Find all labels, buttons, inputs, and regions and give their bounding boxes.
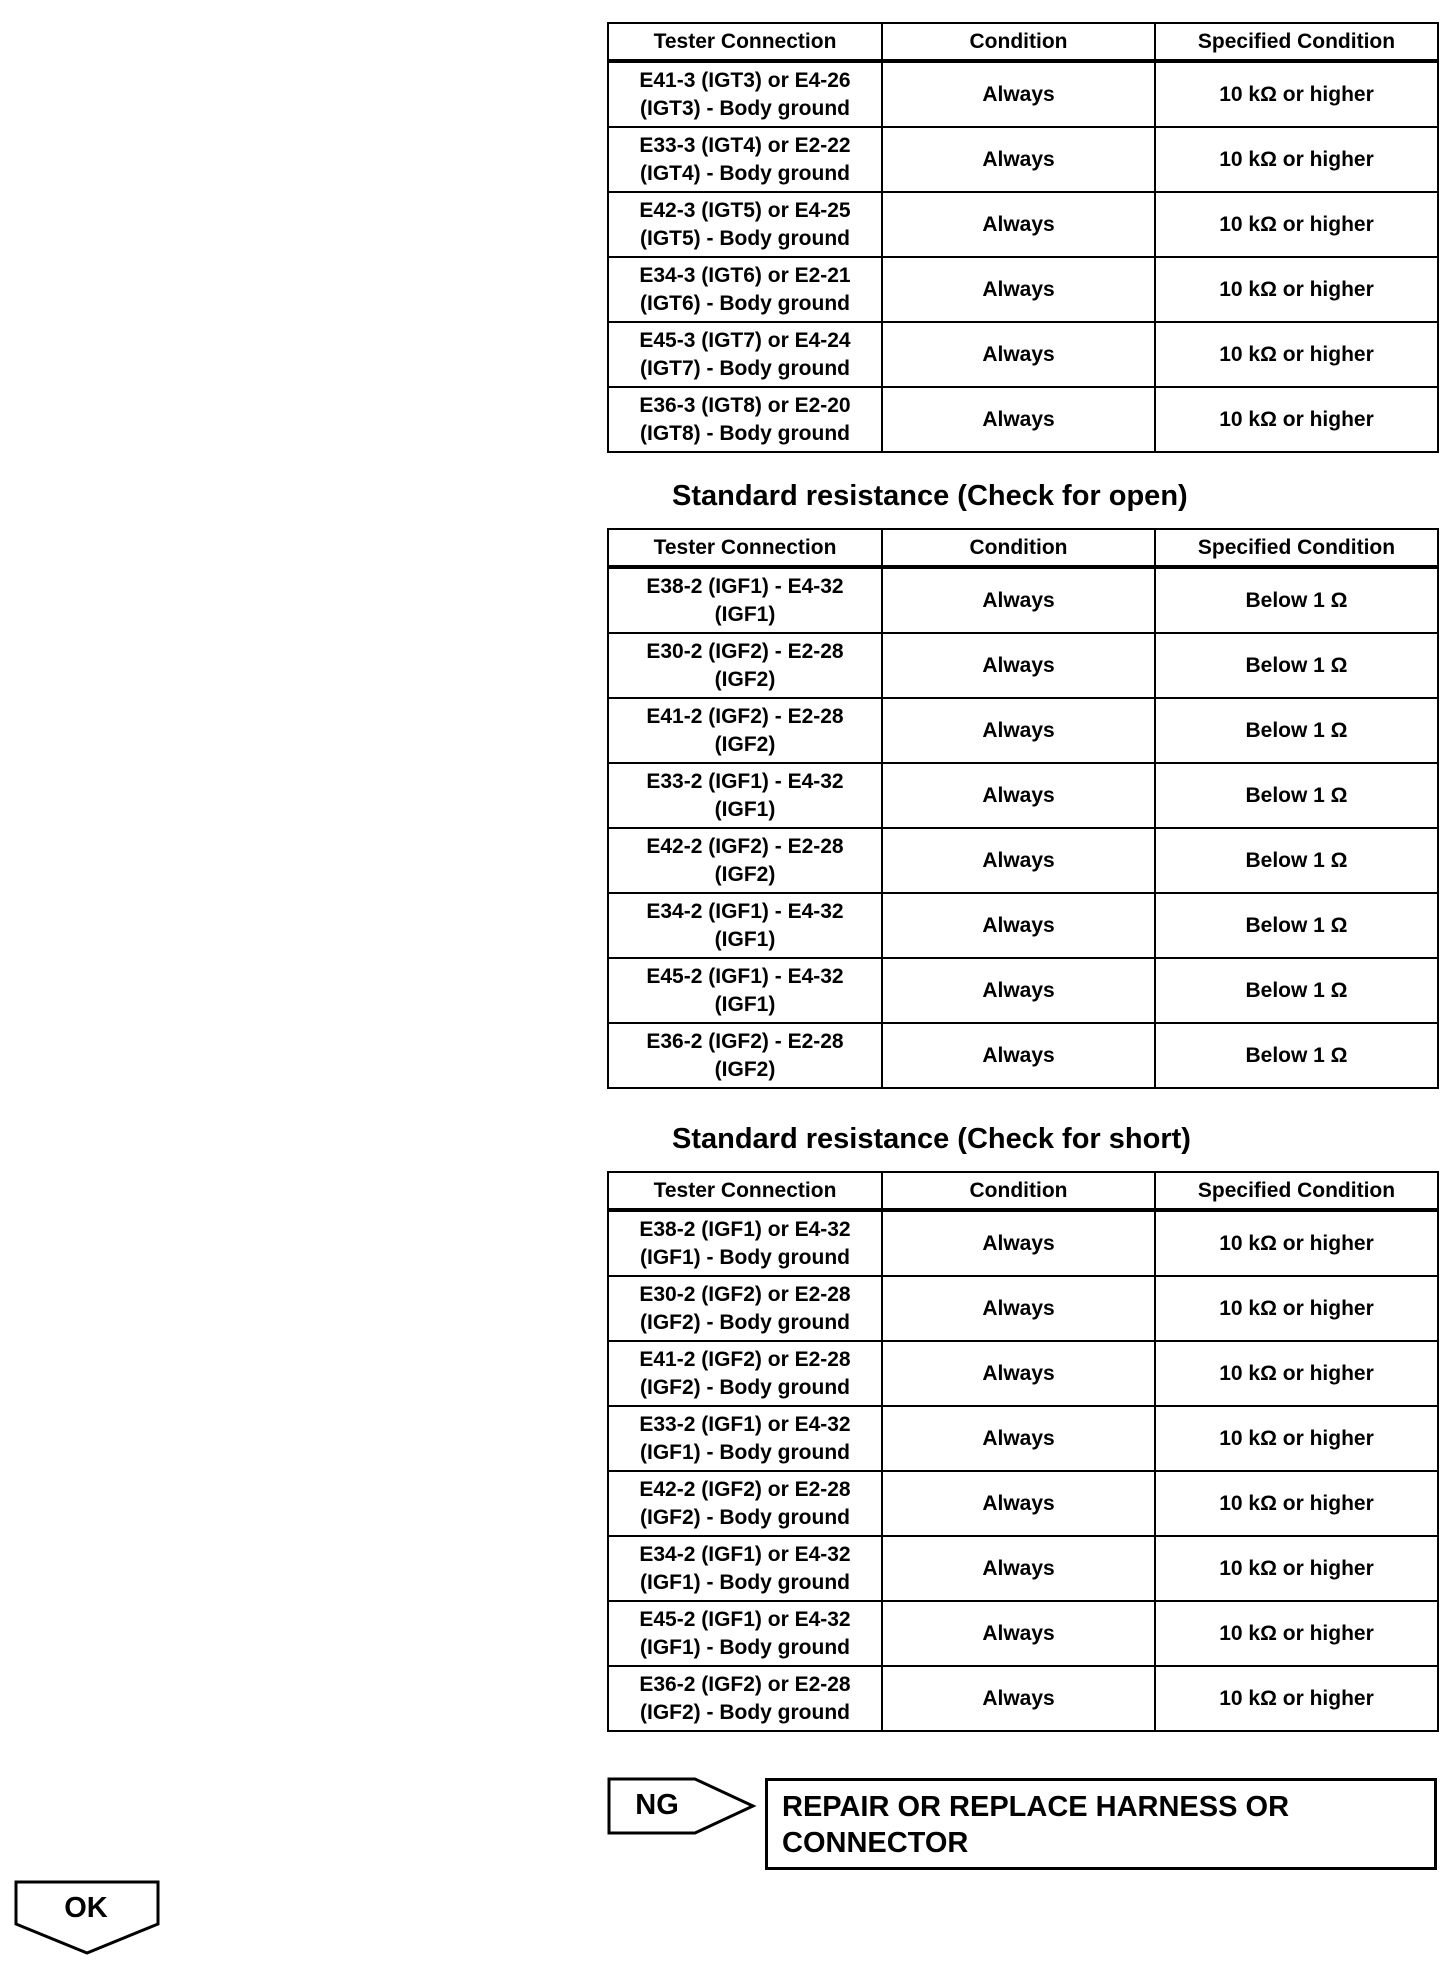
specified-condition-cell: Below 1 Ω: [1155, 633, 1438, 698]
tester-connection-line: (IGF2): [714, 732, 776, 756]
tester-connection-line: E42-2 (IGF2) or E2-28: [639, 1477, 851, 1501]
tester-connection-line: E41-2 (IGF2) - E2-28: [646, 704, 844, 728]
condition-cell: Always: [882, 1406, 1155, 1471]
tester-connection-line: (IGF2) - Body ground: [640, 1310, 850, 1334]
tester-connection-line: (IGT4) - Body ground: [640, 161, 850, 185]
tester-connection-line: (IGF1) - Body ground: [640, 1440, 850, 1464]
tester-connection-line: E45-3 (IGT7) or E4-24: [639, 328, 851, 352]
tester-connection-line: E33-3 (IGT4) or E2-22: [639, 133, 851, 157]
table-header-row: [608, 529, 1438, 567]
igt-short-table-body: [608, 61, 1438, 452]
tester-connection-line: (IGF1) - Body ground: [640, 1570, 850, 1594]
condition-cell: Always: [882, 828, 1155, 893]
specified-condition-cell: Below 1 Ω: [1155, 698, 1438, 763]
condition-cell: Always: [882, 1341, 1155, 1406]
specified-condition-cell: Below 1 Ω: [1155, 1023, 1438, 1088]
tester-connection-cell: [608, 1471, 882, 1536]
open-check-table-body: [608, 567, 1438, 1088]
tester-connection-line: E36-2 (IGF2) or E2-28: [639, 1672, 851, 1696]
table-row: [608, 61, 1438, 127]
specified-condition-cell: 10 kΩ or higher: [1155, 387, 1438, 452]
table-row: [608, 1601, 1438, 1666]
condition-cell: Always: [882, 257, 1155, 322]
tester-connection-line: (IGF1): [714, 927, 776, 951]
condition-cell: Always: [882, 1666, 1155, 1731]
condition-cell: Always: [882, 633, 1155, 698]
ok-tag: [14, 1880, 160, 1961]
tester-connection-line: (IGT6) - Body ground: [640, 291, 850, 315]
condition-cell: Always: [882, 1536, 1155, 1601]
table-row: [608, 1666, 1438, 1731]
tester-connection-line: E34-2 (IGF1) or E4-32: [639, 1542, 851, 1566]
specified-condition-header: Specified Condition: [1155, 1172, 1438, 1210]
specified-condition-cell: 10 kΩ or higher: [1155, 257, 1438, 322]
table-row: [608, 633, 1438, 698]
specified-condition-cell: Below 1 Ω: [1155, 958, 1438, 1023]
tester-connection-cell: [608, 1023, 882, 1088]
table-row: [608, 1406, 1438, 1471]
tester-connection-line: (IGF2) - Body ground: [640, 1700, 850, 1724]
specified-condition-cell: 10 kΩ or higher: [1155, 1601, 1438, 1666]
specified-condition-cell: Below 1 Ω: [1155, 763, 1438, 828]
igt-short-table: [607, 22, 1439, 453]
tester-connection-line: E38-2 (IGF1) or E4-32: [639, 1217, 851, 1241]
specified-condition-cell: Below 1 Ω: [1155, 828, 1438, 893]
tester-connection-cell: [608, 1276, 882, 1341]
tester-connection-line: E30-2 (IGF2) - E2-28: [646, 639, 844, 663]
tester-connection-cell: [608, 1666, 882, 1731]
tester-connection-line: (IGT8) - Body ground: [640, 421, 850, 445]
tester-connection-line: E38-2 (IGF1) - E4-32: [646, 574, 844, 598]
tester-connection-line: (IGT3) - Body ground: [640, 96, 850, 120]
tester-connection-line: (IGF2): [714, 667, 776, 691]
table-row: [608, 1471, 1438, 1536]
tester-connection-cell: [608, 1210, 882, 1276]
table-row: [608, 1341, 1438, 1406]
tester-connection-line: E41-3 (IGT3) or E4-26: [639, 68, 851, 92]
tester-connection-cell: [608, 1406, 882, 1471]
table-row: [608, 1210, 1438, 1276]
tester-connection-cell: [608, 192, 882, 257]
tester-connection-line: E42-2 (IGF2) - E2-28: [646, 834, 844, 858]
tester-connection-line: (IGT5) - Body ground: [640, 226, 850, 250]
specified-condition-cell: 10 kΩ or higher: [1155, 1341, 1438, 1406]
table-row: [608, 893, 1438, 958]
condition-cell: Always: [882, 127, 1155, 192]
tester-connection-line: (IGT7) - Body ground: [640, 356, 850, 380]
ng-label: NG: [635, 1788, 679, 1821]
tester-connection-cell: [608, 893, 882, 958]
tester-connection-cell: [608, 1536, 882, 1601]
tester-connection-cell: [608, 763, 882, 828]
ng-result-box: [765, 1778, 1437, 1870]
specified-condition-cell: 10 kΩ or higher: [1155, 127, 1438, 192]
condition-cell: Always: [882, 61, 1155, 127]
tester-connection-header: Tester Connection: [608, 529, 882, 567]
tester-connection-cell: [608, 127, 882, 192]
tester-connection-line: E36-3 (IGT8) or E2-20: [639, 393, 851, 417]
tester-connection-line: (IGF1): [714, 797, 776, 821]
ok-label: OK: [64, 1891, 108, 1924]
condition-cell: Always: [882, 387, 1155, 452]
tester-connection-cell: [608, 322, 882, 387]
tester-connection-line: E33-2 (IGF1) or E4-32: [639, 1412, 851, 1436]
tester-connection-cell: [608, 1601, 882, 1666]
tester-connection-line: (IGF1) - Body ground: [640, 1245, 850, 1269]
ng-result-line-2: CONNECTOR: [782, 1827, 969, 1859]
table-row: [608, 322, 1438, 387]
table-row: [608, 192, 1438, 257]
tester-connection-line: E30-2 (IGF2) or E2-28: [639, 1282, 851, 1306]
table-header-row: [608, 23, 1438, 61]
table-row: [608, 127, 1438, 192]
short-check-table: [607, 1171, 1439, 1732]
tester-connection-line: E45-2 (IGF1) or E4-32: [639, 1607, 851, 1631]
condition-header: Condition: [882, 1172, 1155, 1210]
specified-condition-cell: 10 kΩ or higher: [1155, 1276, 1438, 1341]
condition-cell: Always: [882, 1210, 1155, 1276]
tester-connection-cell: [608, 633, 882, 698]
ng-result-line-1: REPAIR OR REPLACE HARNESS OR: [782, 1791, 1290, 1823]
condition-cell: Always: [882, 1023, 1155, 1088]
condition-header: Condition: [882, 529, 1155, 567]
tester-connection-line: (IGF2): [714, 862, 776, 886]
tester-connection-line: (IGF1): [714, 992, 776, 1016]
condition-cell: Always: [882, 1276, 1155, 1341]
table-row: [608, 567, 1438, 633]
table-header-row: [608, 1172, 1438, 1210]
condition-cell: Always: [882, 763, 1155, 828]
condition-cell: Always: [882, 958, 1155, 1023]
tester-connection-cell: [608, 61, 882, 127]
condition-cell: Always: [882, 1471, 1155, 1536]
table-row: [608, 257, 1438, 322]
specified-condition-header: Specified Condition: [1155, 529, 1438, 567]
tester-connection-line: (IGF2) - Body ground: [640, 1505, 850, 1529]
specified-condition-cell: 10 kΩ or higher: [1155, 61, 1438, 127]
condition-cell: Always: [882, 567, 1155, 633]
tester-connection-cell: [608, 958, 882, 1023]
specified-condition-cell: Below 1 Ω: [1155, 893, 1438, 958]
specified-condition-cell: Below 1 Ω: [1155, 567, 1438, 633]
tester-connection-line: E34-3 (IGT6) or E2-21: [639, 263, 851, 287]
specified-condition-cell: 10 kΩ or higher: [1155, 192, 1438, 257]
condition-cell: Always: [882, 192, 1155, 257]
tester-connection-line: (IGF2) - Body ground: [640, 1375, 850, 1399]
tester-connection-cell: [608, 1341, 882, 1406]
short-check-title: Standard resistance (Check for short): [672, 1123, 1191, 1155]
tester-connection-cell: [608, 567, 882, 633]
specified-condition-header: Specified Condition: [1155, 23, 1438, 61]
tester-connection-line: E34-2 (IGF1) - E4-32: [646, 899, 844, 923]
table-row: [608, 763, 1438, 828]
condition-cell: Always: [882, 322, 1155, 387]
condition-cell: Always: [882, 1601, 1155, 1666]
tester-connection-header: Tester Connection: [608, 1172, 882, 1210]
table-row: [608, 1023, 1438, 1088]
ng-tag: [607, 1777, 757, 1840]
tester-connection-cell: [608, 698, 882, 763]
condition-cell: Always: [882, 698, 1155, 763]
specified-condition-cell: 10 kΩ or higher: [1155, 1666, 1438, 1731]
open-check-table: [607, 528, 1439, 1089]
specified-condition-cell: 10 kΩ or higher: [1155, 322, 1438, 387]
tester-connection-line: E41-2 (IGF2) or E2-28: [639, 1347, 851, 1371]
tester-connection-header: Tester Connection: [608, 23, 882, 61]
tester-connection-line: (IGF1) - Body ground: [640, 1635, 850, 1659]
specified-condition-cell: 10 kΩ or higher: [1155, 1536, 1438, 1601]
tester-connection-line: (IGF2): [714, 1057, 776, 1081]
specified-condition-cell: 10 kΩ or higher: [1155, 1471, 1438, 1536]
specified-condition-cell: 10 kΩ or higher: [1155, 1406, 1438, 1471]
table-row: [608, 1536, 1438, 1601]
specified-condition-cell: 10 kΩ or higher: [1155, 1210, 1438, 1276]
tester-connection-line: E33-2 (IGF1) - E4-32: [646, 769, 844, 793]
condition-cell: Always: [882, 893, 1155, 958]
short-check-table-body: [608, 1210, 1438, 1731]
table-row: [608, 698, 1438, 763]
open-check-title: Standard resistance (Check for open): [672, 480, 1188, 512]
tester-connection-cell: [608, 387, 882, 452]
table-row: [608, 828, 1438, 893]
tester-connection-cell: [608, 257, 882, 322]
tester-connection-line: E36-2 (IGF2) - E2-28: [646, 1029, 844, 1053]
condition-header: Condition: [882, 23, 1155, 61]
tester-connection-line: E45-2 (IGF1) - E4-32: [646, 964, 844, 988]
tester-connection-cell: [608, 828, 882, 893]
table-row: [608, 958, 1438, 1023]
table-row: [608, 387, 1438, 452]
tester-connection-line: E42-3 (IGT5) or E4-25: [639, 198, 851, 222]
table-row: [608, 1276, 1438, 1341]
tester-connection-line: (IGF1): [714, 602, 776, 626]
